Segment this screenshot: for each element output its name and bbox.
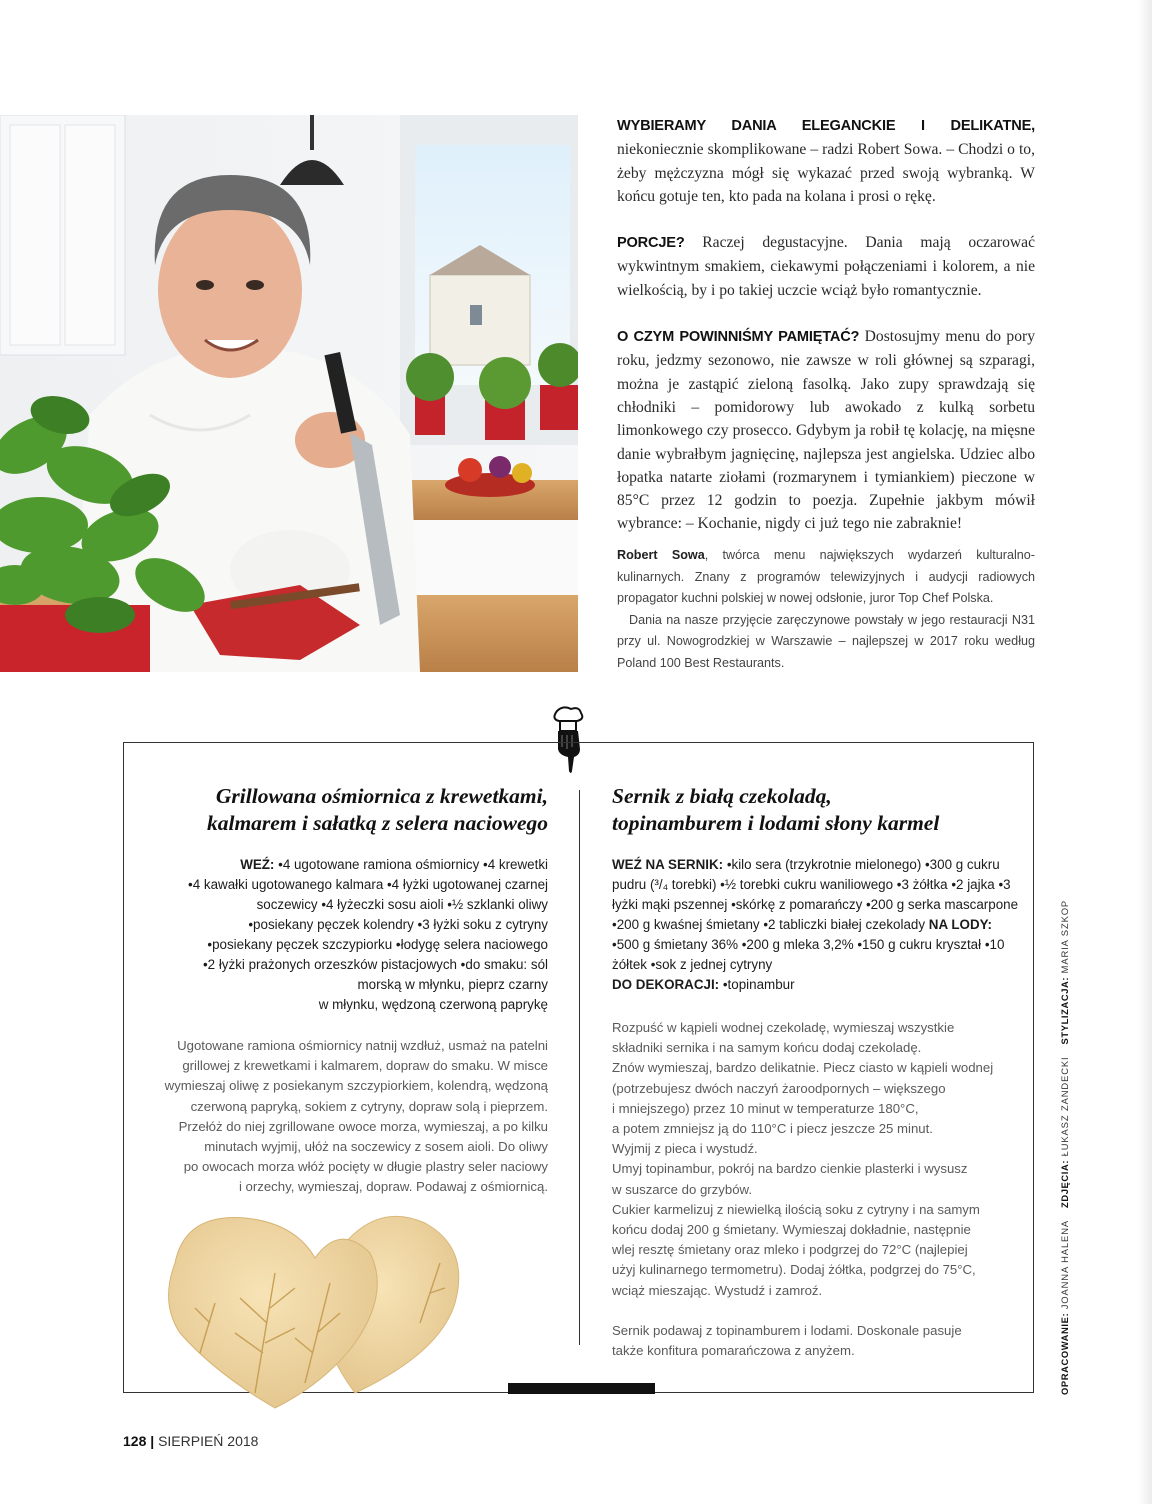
bio-paragraph-1 (617, 545, 1035, 610)
method-line: Znów wymieszaj, bardzo delikatnie. Piecz ciasto w kąpieli wodnej (612, 1060, 994, 1076)
recipe-cheesecake (612, 783, 1020, 1361)
recipe-cheesecake-ingredients (612, 855, 1020, 995)
credit-value: JOANNA HALENA (1059, 1219, 1070, 1313)
ingredient-line: •posiekany pęczek szczypiorku •łodygę selera naciowego (207, 937, 548, 952)
page-credits (1059, 875, 1070, 1395)
box-bottom-bar (508, 1383, 655, 1394)
recipe-cheesecake-title-line-1: Sernik z białą czekoladą, (612, 784, 832, 808)
ingredients-sernik: •kilo sera (trzykrotnie mielonego) •300 g cukru pudru (³/₄ torebki) •½ torebki cukru waniliowego •3 żółtka •2 jajka •3 łyżki mąki pszennej •skórkę z pomarańczy •200 g serka mascarpone •200 g kwaśnej śmietany •2 tabliczki białej czekolady (612, 857, 1019, 932)
credit-label: OPRACOWANIE: (1059, 1312, 1070, 1395)
intro-paragraph-3 (617, 325, 1035, 536)
method-line: Umyj topinambur, pokrój na bardzo cienkie plasterki i wysusz (612, 1161, 968, 1177)
page-number: 128 (123, 1433, 147, 1449)
method-line: i orzechy, wymieszaj, dopraw. Podawaj z ośmiornicą. (238, 1179, 548, 1195)
ingredient-line: •2 łyżki prażonych orzeszków pistacjowych •do smaku: sól (202, 957, 548, 972)
page-footer (123, 1433, 258, 1449)
ingredient-line: w młynku, wędzoną czerwoną paprykę (318, 997, 548, 1012)
ingredient-line: •posiekany pęczek kolendry •3 łyżki soku z cytryny (248, 917, 548, 932)
recipe-octopus-ingredients (150, 855, 548, 1015)
intro-lead-3: O CZYM POWINNIŚMY PAMIĘTAĆ? (617, 329, 860, 346)
column-divider (579, 790, 580, 1345)
issue-date: SIERPIEŃ 2018 (158, 1433, 259, 1449)
recipe-octopus-title (150, 783, 548, 837)
credit-value: MARIA SZKOP (1059, 899, 1070, 977)
method-line: i mniejszego) przez 10 minut w temperaturze 180°C, (612, 1100, 919, 1116)
ingredients-sernik-label: WEŹ NA SERNIK: (612, 857, 724, 872)
method-line: minutach wyjmij, ułóż na soczewicy z sosem aioli. Do oliwy (204, 1139, 548, 1155)
method-line: Rozpuść w kąpieli wodnej czekoladę, wymieszaj wszystkie (612, 1020, 955, 1035)
page-edge-shadow (1138, 0, 1152, 1504)
intro-text (617, 114, 1035, 559)
chef-photo (0, 115, 578, 672)
method-line: Wyjmij z pieca i wystudź. (612, 1141, 758, 1157)
method-line: Ugotowane ramiona ośmiornicy natnij wzdłuż, usmaż na patelni (177, 1038, 548, 1053)
credit-label: STYLIZACJA: (1059, 976, 1070, 1045)
method-serving (612, 1321, 1020, 1361)
ingredients-lody: •500 g śmietany 36% •200 g mleka 3,2% •150 g cukru kryształ •10 żółtek •sok z jednej cytryny (612, 937, 1005, 972)
method-line: Sernik podawaj z topinamburem i lodami. Doskonale pasuje (612, 1322, 962, 1338)
intro-lead-1: WYBIERAMY DANIA ELEGANCKIE I DELIKATNE, (617, 118, 1035, 134)
ingredients-label: WEŹ: (240, 857, 275, 872)
method-line: Przełóż do niej zgrillowane owoce morza, wymieszaj, a po kilku (178, 1118, 548, 1134)
method-line: składniki sernika i na samym końcu dodaj czekoladę. (612, 1040, 922, 1056)
bio-text-1: , twórca menu największych wydarzeń kulturalno-kulinarnych. Znany z programów telewizyjnych i audycji radiowych propagator kuchni polskiej w nowej odsłonie, juror Top Chef Polska. (617, 548, 1035, 605)
method-line: po owocach morza włóż pocięty w długie plastry seler naciowy (183, 1159, 548, 1175)
recipe-octopus-method (150, 1036, 548, 1198)
ingredients-dekoracja-label: DO DEKORACJI: (612, 977, 720, 992)
method-line: w suszarce do grzybów. (612, 1181, 752, 1197)
method-line: (potrzebujesz dwóch naczyń żaroodpornych – większego (612, 1080, 946, 1096)
method-line: czerwoną papryką, sokiem z cytryny, dopraw solą i pieprzem. (190, 1098, 548, 1114)
recipe-cheesecake-method (612, 1018, 1020, 1361)
ingredient-line: •4 ugotowane ramiona ośmiornicy •4 krewetki (274, 857, 548, 872)
method-line: Cukier karmelizuj z niewielką ilością soku z cytryny i na samym (612, 1201, 980, 1217)
recipe-octopus-title-line-1: Grillowana ośmiornica z krewetkami, (215, 784, 548, 808)
intro-lead-2: PORCJE? (617, 235, 685, 252)
footer-separator: | (146, 1433, 159, 1449)
method-line: a potem zmniejsz ją do 110°C i piecz jeszcze 25 minut. (612, 1121, 933, 1137)
intro-paragraph-2 (617, 231, 1035, 302)
ingredient-line: •4 kawałki ugotowanego kalmara •4 łyżki ugotowanej czarnej (188, 877, 548, 892)
ingredient-line: soczewicy •4 łyżeczki sosu aioli •½ szklanki oliwy (256, 897, 548, 912)
bio-paragraph-2: Dania na nasze przyjęcie zaręczynowe powstały w jego restauracji N31 przy ul. Nowogrodzkiej w Warszawie – najlepszej w 2017 roku według Poland 100 Best Restaurants. (617, 612, 1035, 670)
method-line: końcu dodaj 200 g śmietany. Wymieszaj dokładnie, następnie (612, 1222, 971, 1238)
heart-cookies-illustration (155, 1203, 475, 1413)
method-line: użyj kulinarnego termometru). Dodaj żółtka, podgrzej do 75°C, (612, 1262, 976, 1278)
intro-text-3: Dostosujmy menu do pory roku, jedzmy sezonowo, nie zawsze w roli głównej są szparagi, można je zastąpić zieloną fasolką. Jako zupy sprawdzają się chłodniki – pomidorowy lub awokado z kulką sorbetu limonkowego czy prosecco. Gdybym ja robił tę kolację, na mięsne danie wybrałbym jagnięcinę, najlepsza jest angielska. Udziec albo łopatka natarte ziołami (rozmarynem i tymiankiem) pieczone w 85°C przez 12 godzin to poezja. Zupełnie jakbym mówił wybrance: – Kochanie, nigdy ci już tego nie zabraknie! (617, 328, 1036, 533)
bio-name: Robert Sowa (617, 548, 705, 562)
method-line: grillowej z krewetkami i kalmarem, dopraw do smaku. W misce (182, 1058, 548, 1074)
method-line: wymieszaj oliwę z posiekanym szczypiorkiem, kolendrą, wędzoną (164, 1078, 548, 1094)
method-line: wciąż mieszając. Wystudź i zamroź. (612, 1282, 823, 1298)
recipe-cheesecake-title (612, 783, 1020, 837)
method-line: wlej resztę śmietany oraz mleko i podgrzej do 72°C (najlepiej (612, 1242, 968, 1258)
ingredient-line: morską w młynku, pieprz czarny (357, 977, 548, 992)
intro-text-1: niekoniecznie skomplikowane – radzi Robert Sowa. – Chodzi o to, żeby mężczyzna mógł się wykazać przed swoją wybranką. W końcu gotuje ten, kto pada na kolana i prosi o rękę. (617, 141, 1035, 205)
recipe-octopus (150, 783, 548, 1198)
chef-bio (617, 545, 1035, 674)
credit-label: ZDJĘCIA: (1059, 1159, 1070, 1208)
method-line: także konfitura pomarańczowa z anyżem. (612, 1343, 855, 1359)
ingredients-lody-label: NA LODY: (928, 917, 993, 932)
recipe-cheesecake-title-line-2: topinamburem i lodami słony karmel (612, 811, 940, 835)
credit-value: ŁUKASZ ZANDECKI (1059, 1056, 1070, 1160)
intro-paragraph-1 (617, 114, 1035, 208)
intro-text-2: Raczej degustacyjne. Dania mają oczarować wykwintnym smakiem, ciekawymi połączeniami i kolorem, a nie wielkością, by i po takiej uczcie wciąż było romantycznie. (617, 234, 1035, 299)
recipe-octopus-title-line-2: kalmarem i sałatką z selera naciowego (206, 811, 548, 835)
ingredients-dekoracja: •topinambur (719, 977, 795, 992)
